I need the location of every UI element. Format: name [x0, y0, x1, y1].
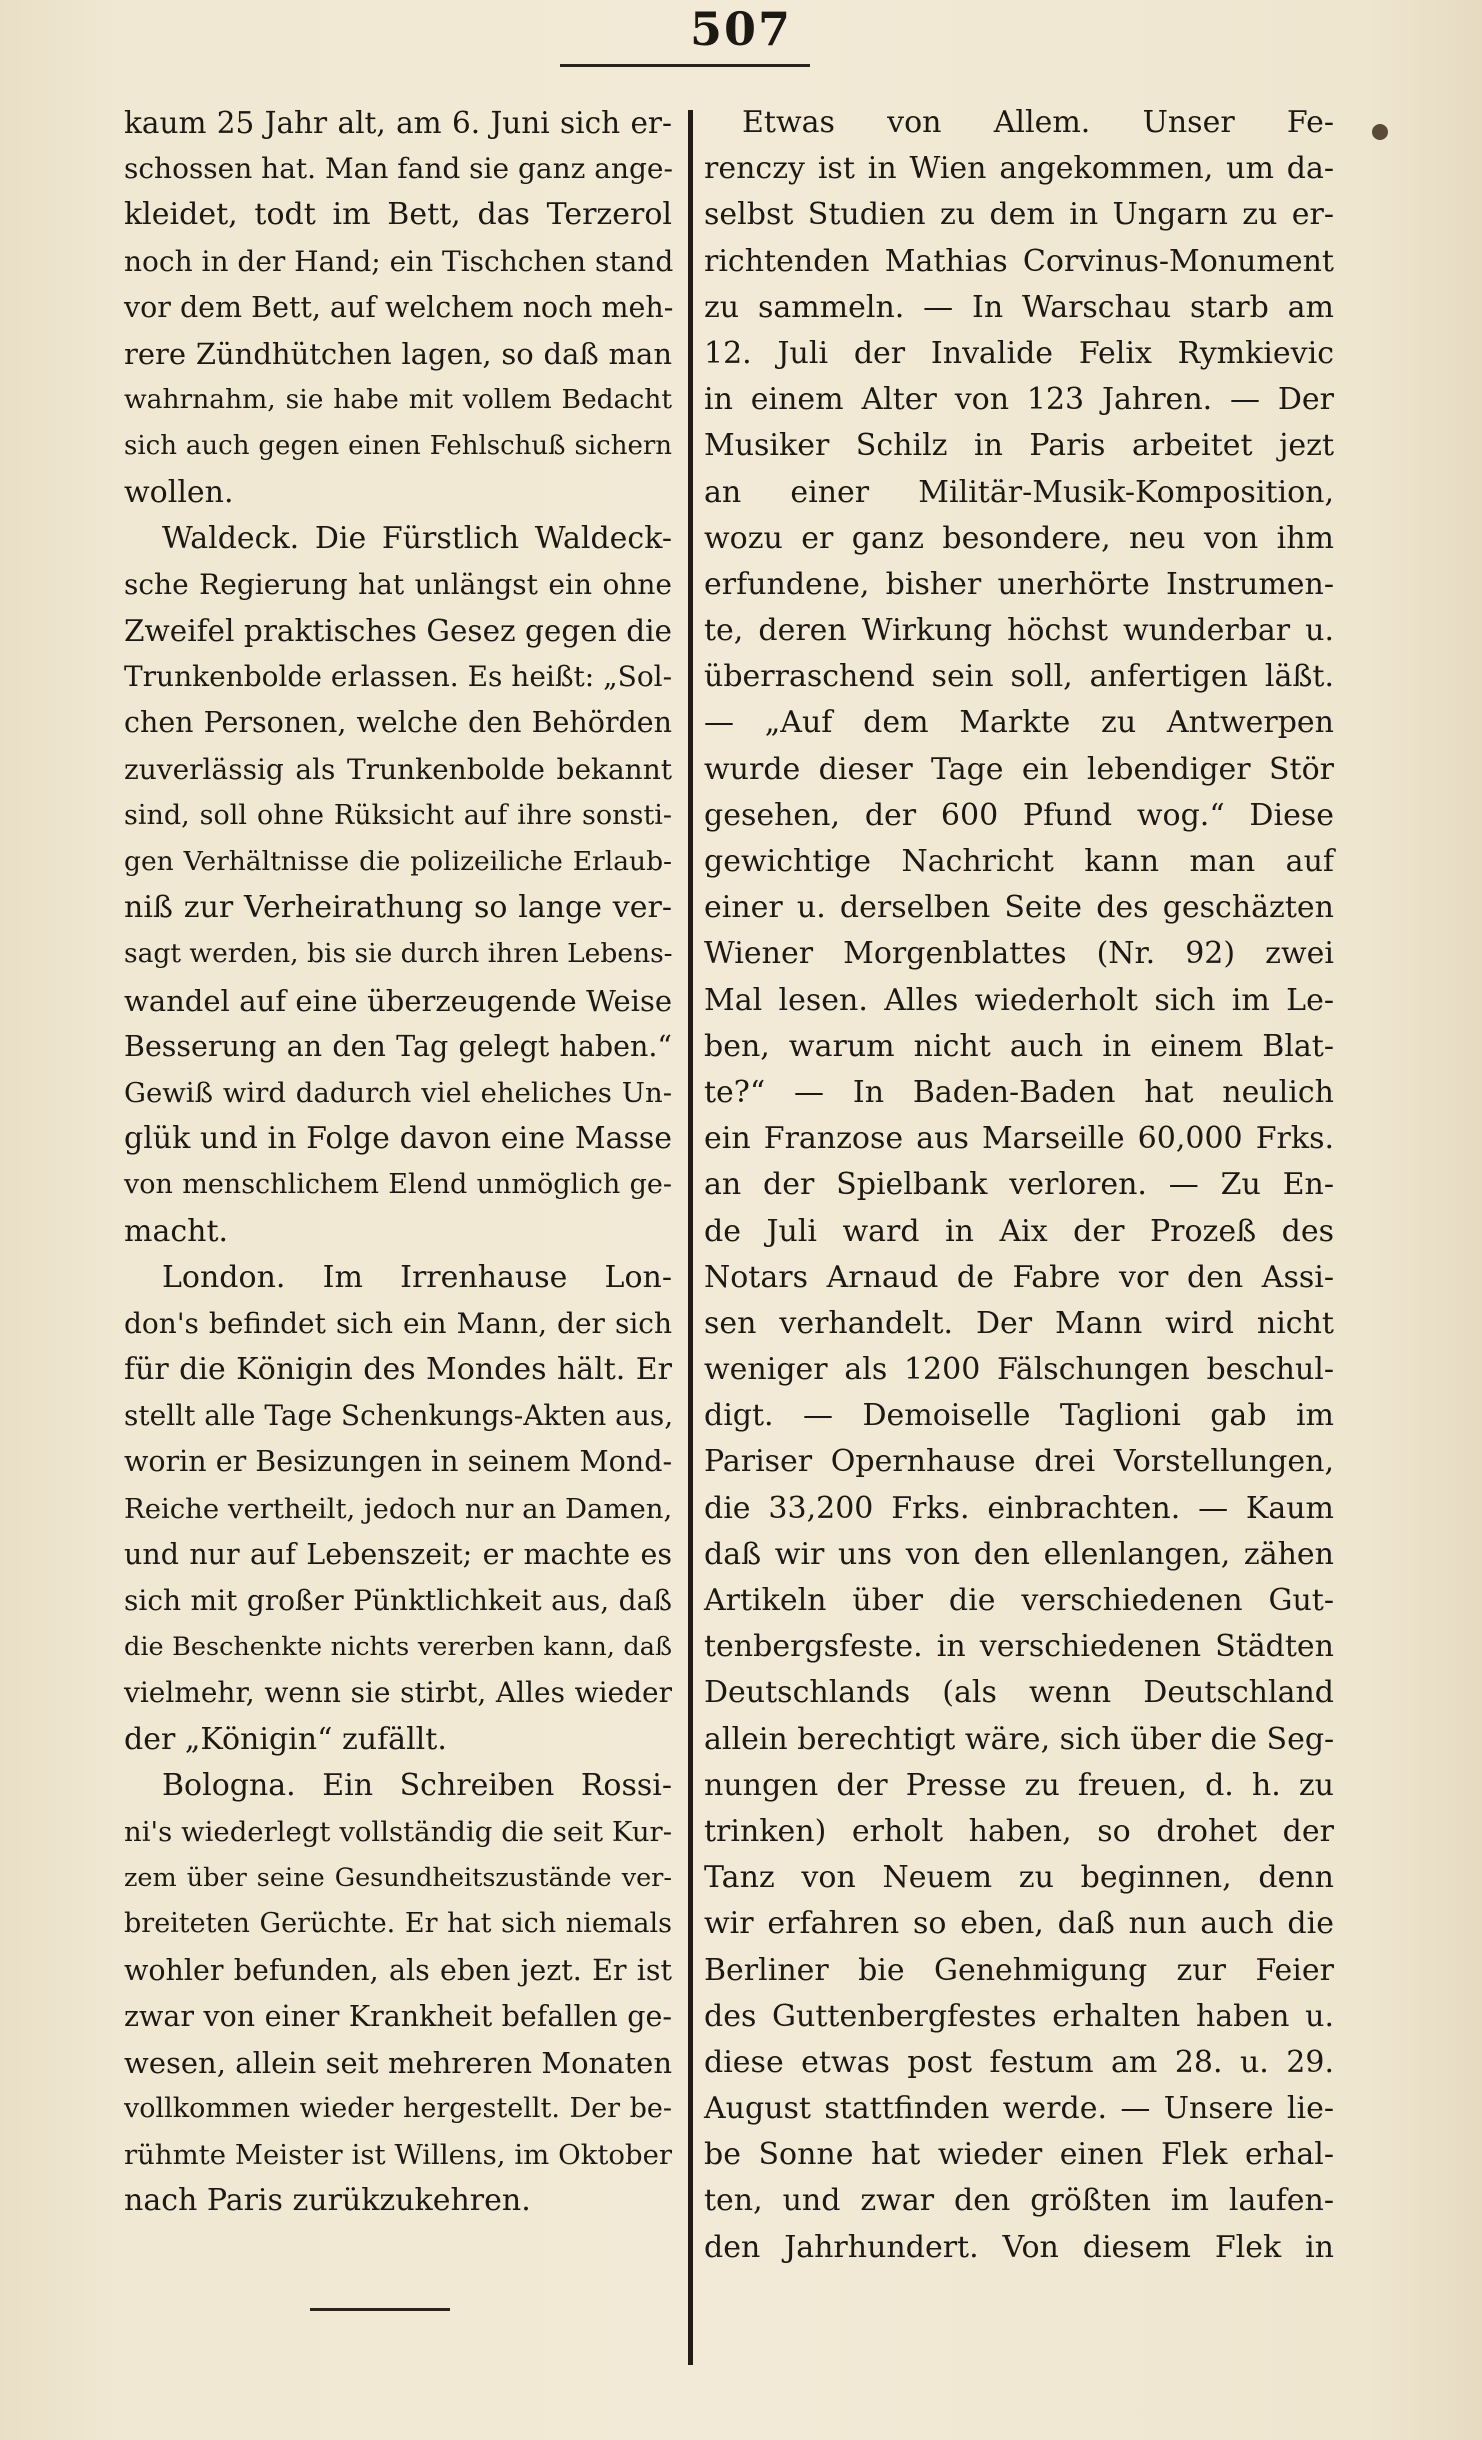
right-column-line: wurde dieser Tage ein lebendiger Stör [704, 751, 1334, 787]
right-column-line: in einem Alter von 123 Jahren. — Der [704, 382, 1334, 418]
left-column-line: sich mit großer Pünktlichkeit aus, daß [124, 1584, 672, 1617]
right-column-line: de Juli ward in Aix der Prozeß des [704, 1213, 1334, 1249]
left-column-line: breiteten Gerüchte. Er hat sich niemals [124, 1908, 672, 1940]
left-column [124, 100, 672, 2225]
left-column-line: von menschlichem Elend unmöglich ge- [124, 1169, 672, 1201]
left-column-line: Waldeck. Die Fürstlich Waldeck- [162, 520, 672, 556]
left-column-line: Trunkenbolde erlassen. Es heißt: „Sol- [124, 660, 673, 694]
left-column-line: sind, soll ohne Rüksicht auf ihre sonsti- [124, 799, 672, 831]
left-column-line: kaum 25 Jahr alt, am 6. Juni sich er- [124, 106, 672, 140]
right-column-line: wir erfahren so eben, daß nun auch die [704, 1906, 1334, 1942]
left-column-line: die Beschenkte nichts vererben kann, daß [124, 1632, 672, 1663]
right-column-line: erfundene, bisher unerhörte Instrumen- [704, 566, 1334, 602]
right-column-line: wozu er ganz besondere, neu von ihm [704, 520, 1334, 556]
header-rule [560, 64, 810, 67]
left-column-line: für die Königin des Mondes hält. Er [124, 1352, 672, 1388]
ink-spot [1372, 124, 1388, 140]
right-column-line: Wiener Morgenblattes (Nr. 92) zwei [704, 936, 1334, 972]
left-column-line: rere Zündhütchen lagen, so daß man [124, 336, 672, 371]
right-column-line: die 33,200 Frks. einbrachten. — Kaum [704, 1490, 1334, 1526]
right-column-line: einer u. derselben Seite des geschäzten [704, 890, 1334, 926]
left-column-line: sche Regierung hat unlängst ein ohne [124, 567, 672, 601]
left-column-line: wohler befunden, als eben jezt. Er ist [124, 1953, 672, 1987]
left-column-line: zem über seine Gesundheitszustände ver- [124, 1863, 672, 1894]
right-column-line: Mal lesen. Alles wiederholt sich im Le- [704, 982, 1334, 1018]
right-column-line: Pariser Opernhause drei Vorstellungen, [704, 1444, 1334, 1480]
right-column [704, 100, 1334, 2271]
right-column-line: daß wir uns von den ellenlangen, zähen [704, 1536, 1334, 1572]
right-column-line: richtenden Mathias Corvinus-Monument [704, 243, 1334, 279]
right-column-line: Deutschlands (als wenn Deutschland [704, 1675, 1334, 1711]
section-end-rule [310, 2308, 450, 2311]
left-column-line: wollen. [124, 474, 234, 510]
left-column-line: nach Paris zurükzukehren. [124, 2183, 531, 2219]
left-column-line: noch in der Hand; ein Tischchen stand [124, 244, 674, 278]
left-column-line: don's befindet sich ein Mann, der sich [124, 1306, 672, 1340]
left-column-line: und nur auf Lebenszeit; er machte es [124, 1537, 672, 1571]
left-column-line: schossen hat. Man fand sie ganz ange- [124, 152, 673, 186]
right-column-line: be Sonne hat wieder einen Flek erhal- [704, 2137, 1334, 2173]
left-column-line: glük und in Folge davon eine Masse [124, 1121, 672, 1157]
left-column-line: vielmehr, wenn sie stirbt, Alles wieder [124, 1676, 672, 1710]
left-column-line: Reiche vertheilt, jedoch nur an Damen, [124, 1492, 673, 1525]
left-column-line: macht. [124, 1213, 229, 1249]
right-column-line: zu sammeln. — In Warschau starb am [704, 289, 1334, 325]
left-column-line: Besserung an den Tag gelegt haben.“ [124, 1029, 672, 1063]
right-column-line: te, deren Wirkung höchst wunderbar u. [704, 613, 1334, 649]
right-column-line: gewichtige Nachricht kann man auf [704, 844, 1334, 879]
right-column-line: Musiker Schilz in Paris arbeitet jezt [704, 428, 1334, 464]
right-column-line: 12. Juli der Invalide Felix Rymkievic [704, 335, 1334, 371]
right-column-line: trinken) erholt haben, so drohet der [704, 1813, 1334, 1849]
left-column-line: sich auch gegen einen Fehlschuß sichern [124, 431, 672, 462]
page-number: 507 [689, 2, 793, 56]
column-divider [688, 110, 693, 2365]
left-column-line: vollkommen wieder hergestellt. Der be- [124, 2093, 672, 2125]
right-column-line: Etwas von Allem. Unser Fe- [742, 105, 1334, 140]
left-column-line: worin er Besizungen in seinem Mond- [124, 1445, 673, 1479]
right-column-line: allein berechtigt wäre, sich über die Seg- [704, 1721, 1335, 1757]
left-column-line: chen Personen, welche den Behörden [124, 706, 672, 740]
left-column-line: wandel auf eine überzeugende Weise [124, 983, 672, 1018]
left-column-line: Bologna. Ein Schreiben Rossi- [162, 1767, 672, 1803]
right-column-line: den Jahrhundert. Von diesem Flek in [704, 2229, 1334, 2265]
left-column-line: zuverlässig als Trunkenbolde bekannt [124, 752, 672, 786]
right-column-line: selbst Studien zu dem in Ungarn zu er- [704, 197, 1334, 233]
left-column-line: wesen, allein seit mehreren Monaten [124, 2045, 672, 2080]
right-column-line: renczy ist in Wien angekommen, um da- [704, 151, 1334, 187]
right-column-line: sen verhandelt. Der Mann wird nicht [704, 1305, 1334, 1341]
right-column-line: an der Spielbank verloren. — Zu En- [704, 1167, 1334, 1203]
right-column-line: Berliner bie Genehmigung zur Feier [704, 1952, 1334, 1988]
right-column-line: des Guttenbergfestes erhalten haben u. [704, 1998, 1334, 2034]
right-column-line: tenbergsfeste. in verschiedenen Städten [704, 1629, 1334, 1665]
left-column-line: gen Verhältnisse die polizeiliche Erlaub- [124, 846, 672, 877]
left-column-line: niß zur Verheirathung so lange ver- [124, 890, 672, 926]
right-column-line: überraschend sein soll, anfertigen läßt. [704, 659, 1334, 695]
right-column-line: Notars Arnaud de Fabre vor den Assi- [704, 1259, 1334, 1295]
right-column-line: nungen der Presse zu freuen, d. h. zu [704, 1767, 1334, 1803]
left-column-line: der „Königin“ zufällt. [124, 1721, 447, 1757]
right-column-line: te?“ — In Baden-Baden hat neulich [704, 1074, 1334, 1110]
right-column-line: Tanz von Neuem zu beginnen, denn [704, 1860, 1334, 1896]
right-column-line: August stattfinden werde. — Unsere lie- [704, 2091, 1334, 2127]
right-column-line: Artikeln über die verschiedenen Gut- [704, 1583, 1334, 1618]
left-column-line: kleidet, todt im Bett, das Terzerol [124, 197, 672, 233]
right-column-line: weniger als 1200 Fälschungen beschul- [704, 1352, 1334, 1388]
right-column-line: gesehen, der 600 Pfund wog.“ Diese [704, 797, 1334, 833]
left-column-line: ni's wiederlegt vollständig die seit Kur- [124, 1815, 672, 1848]
left-column-line: Gewiß wird dadurch viel eheliches Un- [124, 1076, 672, 1109]
left-column-line: rühmte Meister ist Willens, im Oktober [124, 2139, 672, 2172]
right-column-line: diese etwas post festum am 28. u. 29. [704, 2044, 1334, 2080]
left-column-line: zwar von einer Krankheit befallen ge- [124, 1999, 672, 2033]
right-column-line: ben, warum nicht auch in einem Blat- [704, 1028, 1334, 1064]
left-column-line: Zweifel praktisches Gesez gegen die [124, 614, 672, 649]
left-column-line: sagt werden, bis sie durch ihren Lebens- [124, 938, 673, 970]
right-column-line: — „Auf dem Markte zu Antwerpen [704, 705, 1334, 741]
right-column-line: ein Franzose aus Marseille 60,000 Frks. [704, 1121, 1334, 1157]
left-column-line: wahrnahm, sie habe mit vollem Bedacht [124, 384, 672, 416]
left-column-line: London. Im Irrenhause Lon- [162, 1259, 672, 1295]
left-column-line: stellt alle Tage Schenkungs-Akten aus, [124, 1399, 674, 1433]
right-column-line: an einer Militär-Musik-Komposition, [704, 474, 1334, 510]
left-column-line: vor dem Bett, auf welchem noch meh- [124, 290, 674, 324]
right-column-line: digt. — Demoiselle Taglioni gab im [704, 1398, 1334, 1434]
right-column-line: ten, und zwar den größten im laufen- [704, 2183, 1334, 2219]
